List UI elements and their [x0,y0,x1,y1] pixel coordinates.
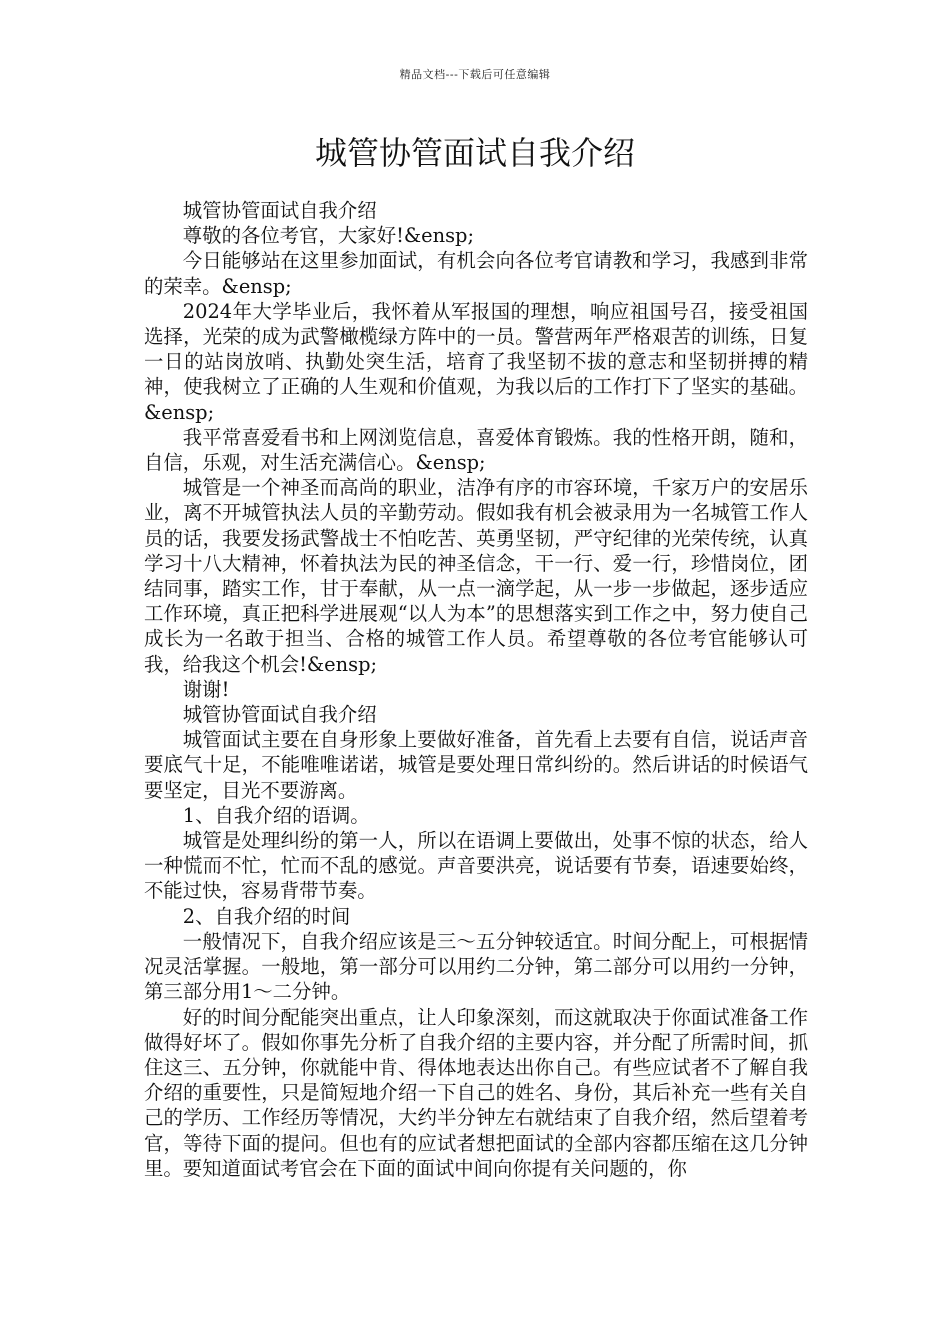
paragraph: 城管是一个神圣而高尚的职业，洁净有序的市容环境，千家万户的安居乐业，离不开城管执法人员的辛勤劳动。假如我有机会被录用为一名城管工作人员的话，我要发扬武警战士不怕吃苦、英勇坚韧，严守纪律的光荣传统，认真学习十八大精神，怀着执法为民的神圣信念，干一行、爱一行，珍惜岗位，团结同事，踏实工作，甘于奉献，从一点一滴学起，从一步一步做起，逐步适应工作环境，真正把科学进展观“以人为本”的思想落实到工作之中，努力使自己成长为一名敢于担当、合格的城管工作人员。希望尊敬的各位考官能够认可我，给我这个机会!&ensp; [144,476,808,676]
paragraph: 2024年大学毕业后，我怀着从军报国的理想，响应祖国号召，接受祖国选择，光荣的成为武警橄榄绿方阵中的一员。警营两年严格艰苦的训练，日复一日的站岗放哨、执勤处突生活，培育了我坚韧不拔的意志和坚韧拼搏的精神，使我树立了正确的人生观和价值观，为我以后的工作打下了坚实的基础。&ensp; [144,299,808,424]
paragraph: 城管面试主要在自身形象上要做好准备，首先看上去要有自信，说话声音要底气十足，不能唯唯诺诺，城管是要处理日常纠纷的。然后讲话的时候语气要坚定，目光不要游离。 [144,728,808,802]
paragraph: 谢谢! [182,677,230,701]
paragraph: 城管协管面试自我介绍 [182,703,377,727]
document-body [144,198,808,1181]
page-header: 精品文档---下载后可任意编辑 [399,68,551,81]
paragraph: 尊敬的各位考官，大家好!&ensp; [182,224,475,248]
paragraph: 2、自我介绍的时间 [182,904,351,928]
paragraph: 1、自我介绍的语调。 [182,803,370,827]
paragraph: 好的时间分配能突出重点，让人印象深刻，而这就取决于你面试准备工作做得好坏了。假如你事先分析了自我介绍的主要内容，并分配了所需时间，抓住这三、五分钟，你就能中肯、得体地表达出你自己。有些应试者不了解自我介绍的重要性，只是简短地介绍一下自己的姓名、身份，其后补充一些有关自己的学历、工作经历等情况，大约半分钟左右就结束了自我介绍，然后望着考官，等待下面的提问。但也有的应试者想把面试的全部内容都压缩在这几分钟里。要知道面试考官会在下面的面试中间向你提有关问题的，你 [144,1005,808,1180]
paragraph: 我平常喜爱看书和上网浏览信息，喜爱体育锻炼。我的性格开朗，随和，自信，乐观，对生活充满信心。&ensp; [144,425,808,475]
paragraph: 城管协管面试自我介绍 [182,199,377,222]
paragraph: 一般情况下，自我介绍应该是三～五分钟较适宜。时间分配上，可根据情况灵活掌握。一般地，第一部分可以用约二分钟，第二部分可以用约一分钟，第三部分用1～二分钟。 [144,929,808,1004]
paragraph: 今日能够站在这里参加面试，有机会向各位考官请教和学习，我感到非常的荣幸。&ensp; [144,249,808,298]
page-title: 城管协管面试自我介绍 [314,134,635,172]
paragraph: 城管是处理纠纷的第一人，所以在语调上要做出，处事不惊的状态，给人一种慌而不忙，忙而不乱的感觉。声音要洪亮，说话要有节奏，语速要始终，不能过快，容易背带节奏。 [144,829,808,903]
